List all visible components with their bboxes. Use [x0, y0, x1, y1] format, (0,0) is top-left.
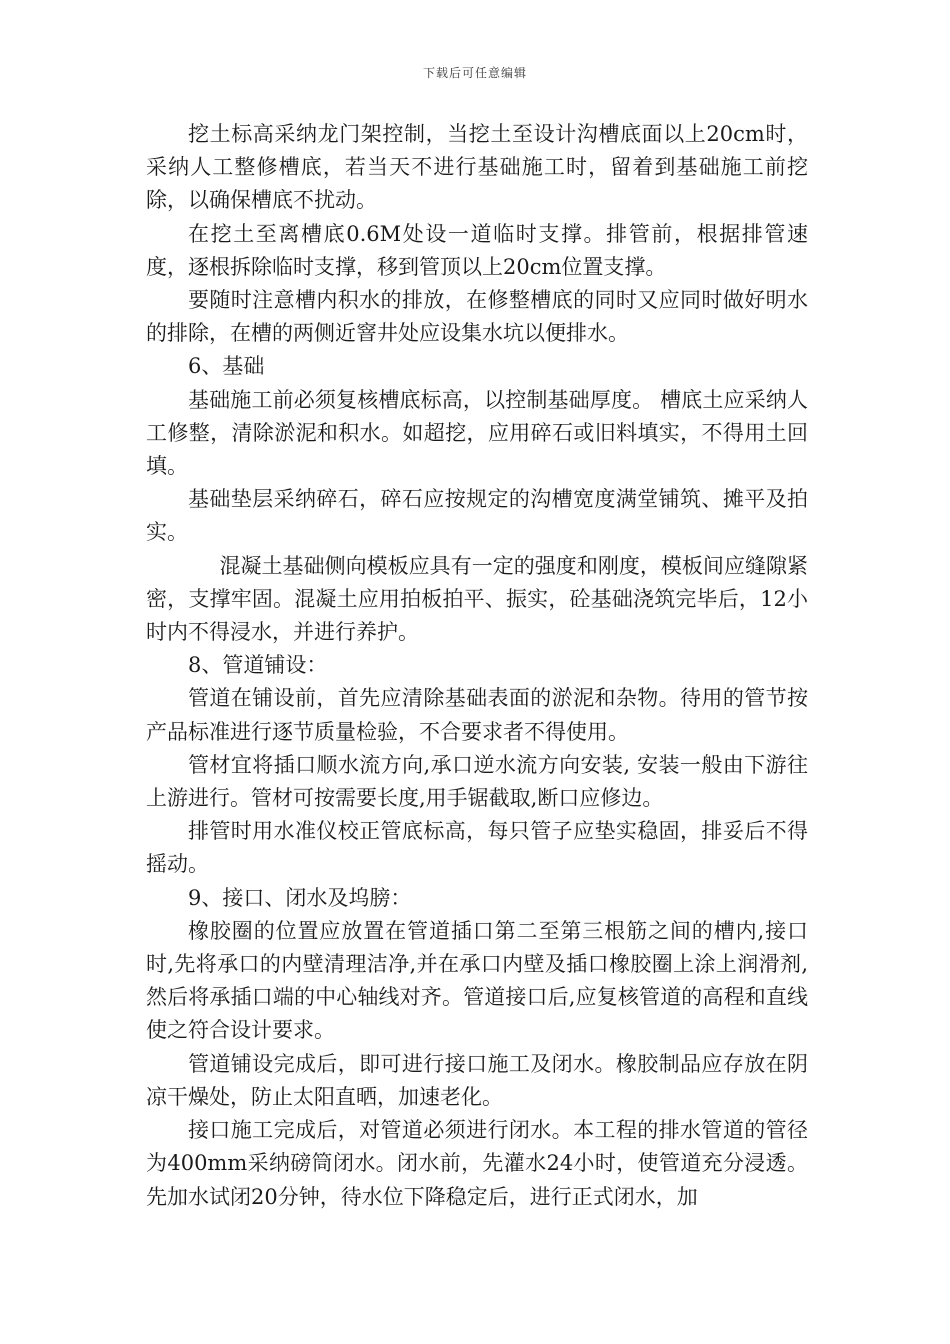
section-heading-foundation: 6、基础 — [188, 354, 265, 379]
paragraph-pipe-leveling: 排管时用水准仪校正管底标高，每只管子应垫实稳固，排妥后不得摇动。 — [146, 819, 808, 877]
paragraph-temporary-support: 在挖土至离槽底0.6M处设一道临时支撑。排管前，根据排管速度，逐根拆除临时支撑，移到管顶以上20cm位置支撑。 — [146, 221, 808, 279]
paragraph-joint-construction: 管道铺设完成后，即可进行接口施工及闭水。橡胶制品应存放在阴凉干燥处，防止太阳直晒，加速老化。 — [146, 1051, 808, 1109]
document-body — [146, 118, 808, 1214]
paragraph-pipe-direction: 管材宜将插口顺水流方向,承口逆水流方向安装, 安装一般由下游往上游进行。管材可按需要长度,用手锯截取,断口应修边。 — [146, 752, 808, 811]
paragraph-concrete-formwork: 混凝土基础侧向模板应具有一定的强度和刚度，模板间应缝隙紧密，支撑牢固。混凝土应用拍板拍平、振实，砼基础浇筑完毕后，12小时内不得浸水，并进行养护。 — [146, 553, 808, 645]
paragraph-rubber-ring: 橡胶圈的位置应放置在管道插口第二至第三根筋之间的槽内,接口时,先将承口的内壁清理洁净,并在承口内壁及插口橡胶圈上涂上润滑剂,然后将承插口端的中心轴线对齐。管道接口后,应复核管道的高程和直线使之符合设计要求。 — [146, 918, 808, 1043]
paragraph-drainage: 要随时注意槽内积水的排放，在修整槽底的同时又应同时做好明水的排除，在槽的两侧近窨井处应设集水坑以便排水。 — [146, 288, 808, 346]
paragraph-pipe-cleaning: 管道在铺设前，首先应清除基础表面的淤泥和杂物。待用的管节按产品标准进行逐节质量检验，不合要求者不得使用。 — [146, 686, 808, 744]
paragraph-excavation-elevation: 挖土标高采纳龙门架控制，当挖土至设计沟槽底面以上20cm时，采纳人工整修槽底，若当天不进行基础施工时，留着到基础施工前挖除，以确保槽底不扰动。 — [146, 122, 808, 213]
section-heading-pipe-laying: 8、管道铺设： — [188, 653, 328, 678]
paragraph-foundation-check: 基础施工前必须复核槽底标高，以控制基础厚度。 槽底土应采纳人工修整，清除淤泥和积水。如超挖，应用碎石或旧料填实，不得用土回填。 — [146, 387, 808, 479]
paragraph-closed-water-test: 接口施工完成后，对管道必须进行闭水。本工程的排水管道的管径为400mm采纳磅筒闭水。闭水前，先灌水24小时，使管道充分浸透。先加水试闭20分钟，待水位下降稳定后，进行正式闭水，加 — [146, 1118, 808, 1209]
page-header: 下载后可任意编辑 — [422, 66, 527, 80]
paragraph-gravel-cushion: 基础垫层采纳碎石，碎石应按规定的沟槽宽度满堂铺筑、摊平及拍实。 — [146, 487, 808, 545]
section-heading-joints: 9、接口、闭水及坞膀： — [188, 885, 412, 910]
